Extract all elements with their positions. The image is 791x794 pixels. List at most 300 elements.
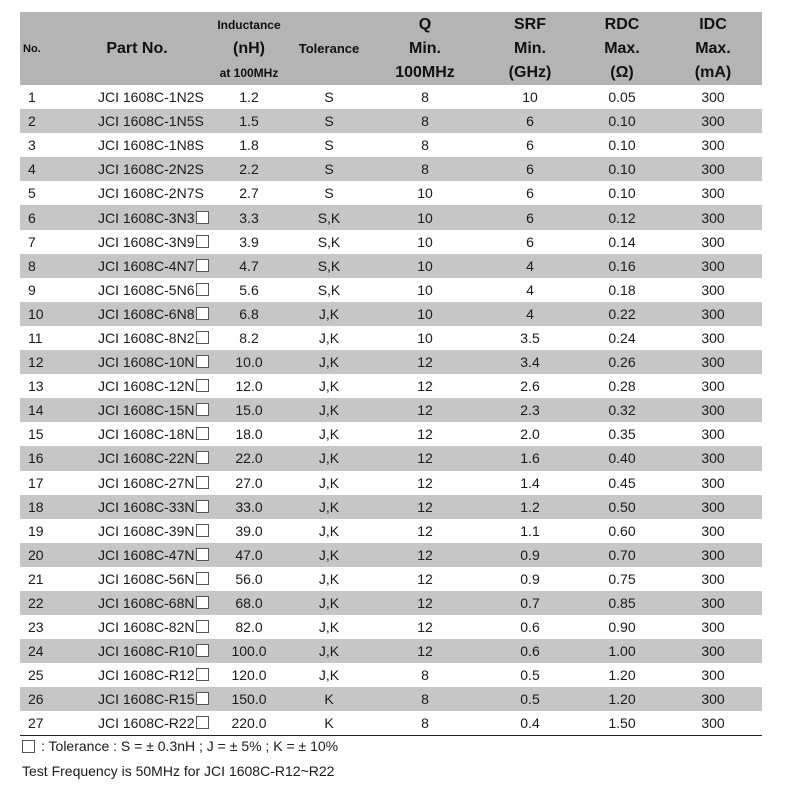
- cell-inductance-text: 15.0: [235, 402, 263, 419]
- cell-inductance: [210, 133, 288, 157]
- tolerance-code-box: [196, 668, 209, 681]
- tolerance-code-box: [196, 355, 209, 368]
- cell-no: [20, 615, 64, 639]
- cell-idc-max-text: 300: [701, 691, 725, 708]
- cell-rdc-max: [580, 663, 664, 687]
- cell-inductance-text: 2.2: [239, 161, 259, 178]
- cell-idc-max-text: 300: [701, 161, 725, 178]
- cell-idc-max: [664, 471, 762, 495]
- cell-srf-min: [480, 446, 580, 470]
- cell-part-no: [64, 495, 210, 519]
- cell-inductance-text: 6.8: [239, 305, 259, 322]
- cell-inductance-text: 18.0: [235, 426, 263, 443]
- cell-tolerance-text: S,K: [317, 209, 341, 226]
- header-inductance-line2: (nH): [233, 39, 265, 57]
- cell-tolerance: [288, 230, 370, 254]
- cell-rdc-max: [580, 591, 664, 615]
- cell-q-min-text: 10: [417, 257, 433, 274]
- cell-inductance-text: 12.0: [235, 378, 263, 395]
- cell-tolerance: [288, 519, 370, 543]
- cell-srf-min: [480, 133, 580, 157]
- cell-tolerance: [288, 326, 370, 350]
- table-row: [20, 591, 762, 615]
- cell-inductance: [210, 591, 288, 615]
- cell-idc-max: [664, 495, 762, 519]
- cell-rdc-max: [580, 519, 664, 543]
- cell-tolerance: [288, 495, 370, 519]
- cell-rdc-max-text: 0.45: [608, 474, 636, 491]
- header-idc-line2: Max.: [695, 39, 731, 57]
- cell-rdc-max: [580, 471, 664, 495]
- cell-no: [20, 278, 64, 302]
- table-row: [20, 302, 762, 326]
- tolerance-code-box: [196, 259, 209, 272]
- header-rdc-line2: Max.: [604, 39, 640, 57]
- tolerance-code-box: [196, 211, 209, 224]
- cell-part-no: [64, 205, 210, 229]
- cell-q-min: [370, 278, 480, 302]
- cell-no: [20, 519, 64, 543]
- tolerance-code-box: [196, 331, 209, 344]
- cell-srf-min: [480, 85, 580, 109]
- cell-srf-min: [480, 471, 580, 495]
- cell-q-min-text: 12: [417, 354, 433, 371]
- header-rdc: [580, 12, 664, 85]
- cell-srf-min-text: 0.4: [520, 715, 540, 732]
- cell-idc-max-text: 300: [701, 113, 725, 130]
- cell-srf-min-text: 1.6: [520, 450, 540, 467]
- cell-part-no-text: JCI 1608C-10N: [98, 354, 195, 371]
- cell-part-no-text: JCI 1608C-1N5S: [98, 113, 204, 130]
- cell-idc-max-text: 300: [701, 715, 725, 732]
- cell-inductance-text: 150.0: [231, 691, 267, 708]
- header-inductance: [210, 12, 288, 85]
- cell-part-no-text: JCI 1608C-27N: [98, 474, 195, 491]
- cell-idc-max: [664, 85, 762, 109]
- cell-idc-max: [664, 109, 762, 133]
- cell-tolerance: [288, 85, 370, 109]
- cell-srf-min: [480, 398, 580, 422]
- tolerance-legend: [22, 738, 338, 754]
- cell-rdc-max: [580, 230, 664, 254]
- cell-idc-max-text: 300: [701, 522, 725, 539]
- cell-srf-min-text: 3.4: [520, 354, 540, 371]
- cell-no-text: 8: [28, 257, 36, 274]
- cell-rdc-max-text: 0.90: [608, 619, 636, 636]
- tolerance-code-box: [196, 379, 209, 392]
- cell-q-min-text: 8: [421, 667, 429, 684]
- cell-inductance: [210, 495, 288, 519]
- cell-part-no-text: JCI 1608C-2N2S: [98, 161, 204, 178]
- cell-tolerance-text: J,K: [318, 450, 340, 467]
- cell-q-min-text: 8: [421, 137, 429, 154]
- tolerance-placeholder-box: [22, 740, 35, 753]
- cell-q-min-text: 12: [417, 378, 433, 395]
- cell-tolerance: [288, 639, 370, 663]
- table-row: [20, 687, 762, 711]
- cell-no: [20, 133, 64, 157]
- cell-rdc-max-text: 0.40: [608, 450, 636, 467]
- cell-inductance-text: 39.0: [235, 522, 263, 539]
- cell-part-no-text: JCI 1608C-2N7S: [98, 185, 204, 202]
- cell-tolerance-text: J,K: [318, 643, 340, 660]
- cell-inductance: [210, 519, 288, 543]
- cell-tolerance-text: J,K: [318, 546, 340, 563]
- cell-no-text: 22: [28, 595, 44, 612]
- cell-tolerance-text: J,K: [318, 595, 340, 612]
- test-frequency-note: Test Frequency is 50MHz for JCI 1608C-R12~R22: [22, 763, 335, 779]
- table-row: [20, 374, 762, 398]
- cell-rdc-max: [580, 615, 664, 639]
- cell-srf-min: [480, 687, 580, 711]
- cell-tolerance: [288, 567, 370, 591]
- cell-q-min: [370, 254, 480, 278]
- cell-rdc-max: [580, 495, 664, 519]
- table-row: [20, 471, 762, 495]
- cell-inductance: [210, 471, 288, 495]
- cell-srf-min-text: 2.6: [520, 378, 540, 395]
- cell-srf-min: [480, 422, 580, 446]
- cell-no: [20, 663, 64, 687]
- cell-idc-max: [664, 567, 762, 591]
- cell-part-no: [64, 543, 210, 567]
- cell-part-no-text: JCI 1608C-39N: [98, 522, 195, 539]
- cell-idc-max-text: 300: [701, 257, 725, 274]
- cell-idc-max-text: 300: [701, 281, 725, 298]
- cell-rdc-max-text: 0.85: [608, 595, 636, 612]
- cell-no: [20, 374, 64, 398]
- cell-q-min-text: 10: [417, 305, 433, 322]
- cell-no: [20, 639, 64, 663]
- cell-inductance-text: 1.2: [239, 89, 259, 106]
- tolerance-code-box: [196, 692, 209, 705]
- cell-no: [20, 567, 64, 591]
- cell-rdc-max: [580, 254, 664, 278]
- cell-tolerance-text: S: [324, 137, 334, 154]
- cell-q-min: [370, 519, 480, 543]
- cell-tolerance-text: J,K: [318, 378, 340, 395]
- cell-rdc-max-text: 0.18: [608, 281, 636, 298]
- cell-inductance-text: 68.0: [235, 595, 263, 612]
- cell-no-text: 12: [28, 354, 44, 371]
- cell-part-no: [64, 567, 210, 591]
- cell-rdc-max: [580, 398, 664, 422]
- cell-q-min: [370, 398, 480, 422]
- cell-tolerance-text: S: [324, 185, 334, 202]
- cell-q-min: [370, 109, 480, 133]
- cell-part-no: [64, 422, 210, 446]
- cell-q-min: [370, 663, 480, 687]
- cell-no-text: 27: [28, 715, 44, 732]
- cell-srf-min-text: 1.1: [520, 522, 540, 539]
- cell-q-min-text: 10: [417, 281, 433, 298]
- cell-part-no: [64, 350, 210, 374]
- cell-srf-min: [480, 230, 580, 254]
- cell-rdc-max-text: 0.14: [608, 233, 636, 250]
- cell-inductance: [210, 254, 288, 278]
- cell-rdc-max-text: 0.22: [608, 305, 636, 322]
- cell-inductance-text: 220.0: [231, 715, 267, 732]
- header-part-label: Part No.: [106, 39, 168, 57]
- cell-srf-min: [480, 181, 580, 205]
- cell-part-no: [64, 278, 210, 302]
- cell-idc-max: [664, 543, 762, 567]
- cell-tolerance-text: S: [324, 161, 334, 178]
- cell-inductance: [210, 326, 288, 350]
- cell-idc-max: [664, 591, 762, 615]
- tolerance-code-box: [196, 476, 209, 489]
- table-row: [20, 157, 762, 181]
- cell-q-min: [370, 85, 480, 109]
- cell-part-no: [64, 133, 210, 157]
- cell-q-min-text: 12: [417, 546, 433, 563]
- table-row: [20, 133, 762, 157]
- header-rdc-line3: (Ω): [610, 63, 634, 81]
- cell-rdc-max-text: 0.50: [608, 498, 636, 515]
- cell-srf-min-text: 3.5: [520, 329, 540, 346]
- cell-part-no: [64, 687, 210, 711]
- cell-tolerance: [288, 302, 370, 326]
- cell-rdc-max: [580, 302, 664, 326]
- cell-srf-min-text: 0.9: [520, 546, 540, 563]
- cell-no-text: 18: [28, 498, 44, 515]
- table-row: [20, 639, 762, 663]
- table-row: [20, 519, 762, 543]
- cell-no-text: 13: [28, 378, 44, 395]
- cell-part-no: [64, 398, 210, 422]
- table-row: [20, 543, 762, 567]
- cell-srf-min: [480, 495, 580, 519]
- tolerance-legend-text: : Tolerance : S = ± 0.3nH ; J = ± 5% ; K = ± 10%: [41, 738, 339, 754]
- cell-idc-max-text: 300: [701, 570, 725, 587]
- cell-part-no: [64, 374, 210, 398]
- cell-q-min-text: 8: [421, 691, 429, 708]
- cell-q-min: [370, 543, 480, 567]
- cell-inductance-text: 3.3: [239, 209, 259, 226]
- cell-srf-min: [480, 615, 580, 639]
- cell-idc-max-text: 300: [701, 474, 725, 491]
- cell-inductance: [210, 230, 288, 254]
- cell-q-min-text: 10: [417, 209, 433, 226]
- cell-tolerance: [288, 687, 370, 711]
- inductor-spec-sheet: [20, 12, 762, 736]
- cell-srf-min: [480, 567, 580, 591]
- cell-q-min-text: 8: [421, 161, 429, 178]
- cell-rdc-max-text: 0.16: [608, 257, 636, 274]
- cell-rdc-max: [580, 157, 664, 181]
- cell-tolerance: [288, 711, 370, 735]
- cell-tolerance: [288, 157, 370, 181]
- table-row: [20, 663, 762, 687]
- cell-srf-min-text: 1.4: [520, 474, 540, 491]
- cell-rdc-max: [580, 543, 664, 567]
- cell-no-text: 9: [28, 281, 36, 298]
- cell-tolerance-text: S,K: [317, 281, 341, 298]
- cell-idc-max: [664, 639, 762, 663]
- cell-tolerance-text: J,K: [318, 474, 340, 491]
- cell-idc-max: [664, 278, 762, 302]
- cell-inductance: [210, 350, 288, 374]
- cell-part-no-text: JCI 1608C-5N6: [98, 281, 195, 298]
- cell-q-min: [370, 205, 480, 229]
- cell-srf-min: [480, 157, 580, 181]
- cell-idc-max-text: 300: [701, 546, 725, 563]
- header-srf: [480, 12, 580, 85]
- cell-inductance: [210, 278, 288, 302]
- cell-q-min: [370, 133, 480, 157]
- header-q-line1: Q: [418, 15, 432, 33]
- cell-srf-min-text: 0.5: [520, 667, 540, 684]
- cell-q-min-text: 10: [417, 185, 433, 202]
- cell-part-no-text: JCI 1608C-1N8S: [98, 137, 204, 154]
- cell-idc-max: [664, 205, 762, 229]
- footer-divider: [20, 735, 762, 736]
- cell-idc-max-text: 300: [701, 185, 725, 202]
- table-row: [20, 711, 762, 735]
- cell-part-no-text: JCI 1608C-33N: [98, 498, 195, 515]
- cell-rdc-max: [580, 205, 664, 229]
- cell-inductance: [210, 446, 288, 470]
- tolerance-code-box: [196, 524, 209, 537]
- cell-q-min: [370, 350, 480, 374]
- cell-q-min-text: 8: [421, 715, 429, 732]
- cell-no: [20, 302, 64, 326]
- cell-part-no-text: JCI 1608C-22N: [98, 450, 195, 467]
- cell-q-min: [370, 157, 480, 181]
- cell-inductance: [210, 543, 288, 567]
- cell-part-no: [64, 230, 210, 254]
- cell-part-no: [64, 181, 210, 205]
- cell-srf-min-text: 4: [526, 257, 534, 274]
- cell-part-no-text: JCI 1608C-15N: [98, 402, 195, 419]
- cell-rdc-max-text: 0.70: [608, 546, 636, 563]
- cell-rdc-max-text: 0.10: [608, 113, 636, 130]
- cell-no-text: 15: [28, 426, 44, 443]
- cell-no-text: 14: [28, 402, 44, 419]
- tolerance-code-box: [196, 283, 209, 296]
- cell-inductance: [210, 615, 288, 639]
- cell-tolerance: [288, 591, 370, 615]
- cell-inductance-text: 47.0: [235, 546, 263, 563]
- cell-srf-min: [480, 663, 580, 687]
- tolerance-code-box: [196, 548, 209, 561]
- cell-tolerance-text: J,K: [318, 570, 340, 587]
- cell-tolerance: [288, 422, 370, 446]
- cell-q-min: [370, 687, 480, 711]
- table-row: [20, 350, 762, 374]
- cell-part-no: [64, 302, 210, 326]
- cell-q-min-text: 12: [417, 595, 433, 612]
- tolerance-code-box: [196, 235, 209, 248]
- cell-q-min-text: 12: [417, 450, 433, 467]
- table-row: [20, 230, 762, 254]
- cell-inductance-text: 8.2: [239, 329, 259, 346]
- cell-srf-min-text: 6: [526, 113, 534, 130]
- cell-no: [20, 85, 64, 109]
- cell-idc-max-text: 300: [701, 667, 725, 684]
- cell-srf-min: [480, 109, 580, 133]
- cell-tolerance-text: J,K: [318, 522, 340, 539]
- cell-rdc-max: [580, 278, 664, 302]
- cell-rdc-max-text: 0.35: [608, 426, 636, 443]
- cell-no-text: 25: [28, 667, 44, 684]
- table-row: [20, 181, 762, 205]
- cell-q-min: [370, 591, 480, 615]
- cell-part-no: [64, 663, 210, 687]
- cell-part-no-text: JCI 1608C-R12: [98, 667, 195, 684]
- cell-tolerance: [288, 205, 370, 229]
- cell-q-min: [370, 711, 480, 735]
- cell-idc-max: [664, 687, 762, 711]
- cell-srf-min-text: 6: [526, 161, 534, 178]
- cell-q-min-text: 12: [417, 522, 433, 539]
- cell-rdc-max-text: 1.50: [608, 715, 636, 732]
- tolerance-code-box: [196, 620, 209, 633]
- cell-idc-max-text: 300: [701, 354, 725, 371]
- tolerance-code-box: [196, 427, 209, 440]
- cell-part-no: [64, 157, 210, 181]
- cell-tolerance: [288, 374, 370, 398]
- cell-no: [20, 422, 64, 446]
- header-srf-line1: SRF: [514, 15, 546, 33]
- cell-tolerance-text: S: [324, 89, 334, 106]
- cell-no-text: 16: [28, 450, 44, 467]
- cell-idc-max: [664, 663, 762, 687]
- cell-srf-min: [480, 302, 580, 326]
- cell-no-text: 17: [28, 474, 44, 491]
- cell-tolerance: [288, 446, 370, 470]
- cell-q-min: [370, 446, 480, 470]
- cell-idc-max-text: 300: [701, 450, 725, 467]
- table-row: [20, 567, 762, 591]
- cell-part-no: [64, 471, 210, 495]
- cell-q-min: [370, 471, 480, 495]
- cell-idc-max-text: 300: [701, 137, 725, 154]
- cell-srf-min: [480, 374, 580, 398]
- table-row: [20, 326, 762, 350]
- cell-srf-min-text: 0.9: [520, 570, 540, 587]
- cell-inductance-text: 100.0: [231, 643, 267, 660]
- cell-srf-min: [480, 519, 580, 543]
- cell-no-text: 23: [28, 619, 44, 636]
- cell-inductance-text: 4.7: [239, 257, 259, 274]
- cell-idc-max: [664, 398, 762, 422]
- cell-inductance-text: 5.6: [239, 281, 259, 298]
- cell-part-no-text: JCI 1608C-3N9: [98, 233, 195, 250]
- cell-rdc-max-text: 0.60: [608, 522, 636, 539]
- cell-rdc-max-text: 1.00: [608, 643, 636, 660]
- table-row: [20, 615, 762, 639]
- cell-idc-max: [664, 519, 762, 543]
- cell-inductance: [210, 302, 288, 326]
- cell-q-min: [370, 326, 480, 350]
- cell-no: [20, 350, 64, 374]
- cell-inductance: [210, 711, 288, 735]
- cell-srf-min-text: 0.6: [520, 619, 540, 636]
- cell-inductance-text: 56.0: [235, 570, 263, 587]
- header-srf-line2: Min.: [514, 39, 546, 57]
- cell-rdc-max: [580, 350, 664, 374]
- cell-part-no-text: JCI 1608C-18N: [98, 426, 195, 443]
- cell-no-text: 11: [28, 329, 43, 346]
- cell-idc-max-text: 300: [701, 595, 725, 612]
- cell-tolerance: [288, 350, 370, 374]
- cell-q-min: [370, 181, 480, 205]
- cell-idc-max-text: 300: [701, 498, 725, 515]
- table-row: [20, 398, 762, 422]
- cell-idc-max-text: 300: [701, 89, 725, 106]
- cell-no: [20, 157, 64, 181]
